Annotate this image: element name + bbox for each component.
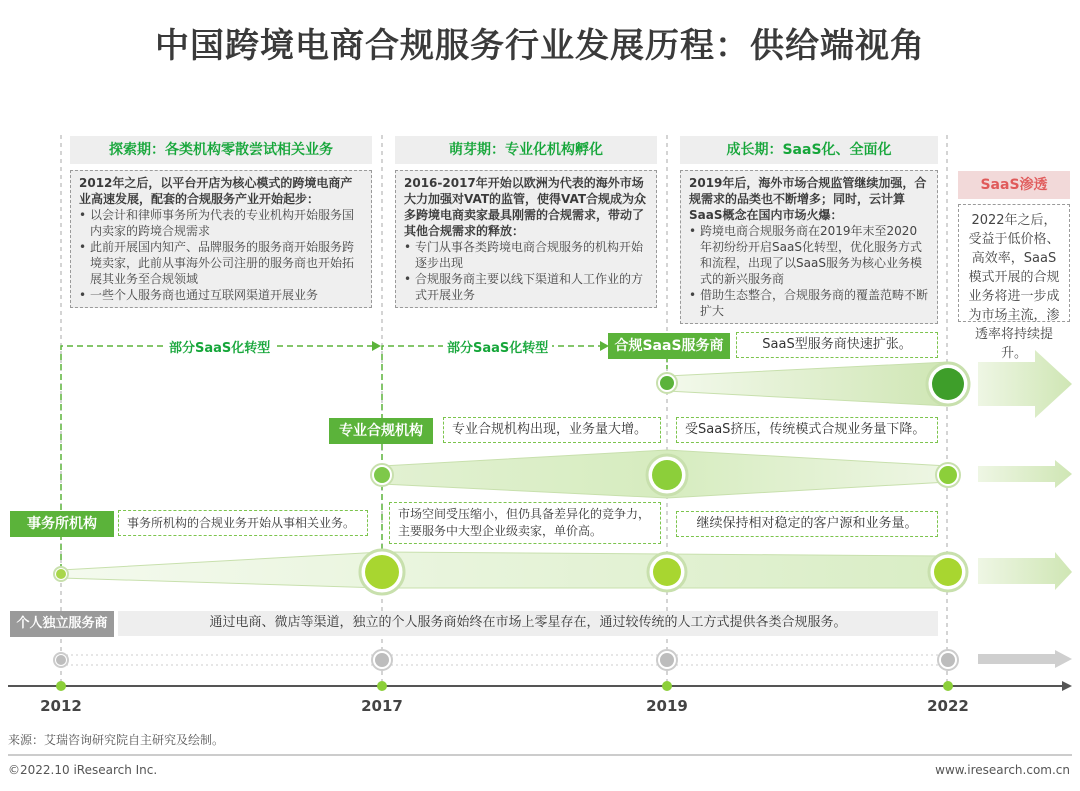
phase-lead: 2012年之后，以平台开店为核心模式的跨境电商产业高速发展，配套的合规服务产业开始起步： — [79, 176, 353, 206]
saas-lane-band — [667, 362, 948, 406]
phase-lead: 2019年后，海外市场合规监管继续加强，合规需求的品类也不断增多；同时，云计算SaaS概念在国内市场火爆： — [689, 176, 927, 222]
website-link[interactable]: www.iresearch.com.cn — [935, 763, 1070, 777]
phase-header-growth: 成长期：SaaS化、全面化 — [680, 136, 938, 164]
time-axis-arrowhead — [1062, 681, 1072, 691]
axis-tick-2012 — [56, 681, 66, 691]
source-note: 来源：艾瑞咨询研究院自主研究及绘制。 — [8, 733, 225, 747]
specialist-lane-note-2: 受SaaS挤压，传统模式合规业务量下降。 — [676, 417, 938, 443]
individual-provider-tag: 个人独立服务商 — [10, 611, 114, 637]
phase-box-exploration — [70, 170, 372, 308]
list-item: • 此前开展国内知产、品牌服务的服务商开始服务跨境卖家，此前从事海外公司注册的服务商也开始拓展其业务至合规领域 — [79, 239, 363, 287]
firm-lane-band — [61, 552, 948, 588]
year-label-2012: 2012 — [40, 697, 82, 715]
phase-header-saas-penetration: SaaS渗透 — [958, 171, 1070, 199]
axis-tick-2019 — [662, 681, 672, 691]
list-item: • 跨境电商合规服务商在2019年末至2020年初纷纷开启SaaS化转型，优化服务方式和流程，出现了以SaaS服务为核心业务模式的新兴服务商 — [689, 223, 929, 287]
year-label-2022: 2022 — [927, 697, 969, 715]
list-item: • 合规服务商主要以线下渠道和人工作业的方式开展业务 — [404, 271, 648, 303]
list-item: • 以会计和律师事务所为代表的专业机构开始服务国内卖家的跨境合规需求 — [79, 207, 363, 239]
year-label-2017: 2017 — [361, 697, 403, 715]
year-label-2019: 2019 — [646, 697, 688, 715]
phase-header-exploration: 探索期：各类机构零散尝试相关业务 — [70, 136, 372, 164]
axis-tick-2022 — [943, 681, 953, 691]
transition-label-2: 部分SaaS化转型 — [443, 337, 552, 356]
axis-tick-2017 — [377, 681, 387, 691]
firm-agency-tag: 事务所机构 — [10, 511, 114, 537]
firm-lane-arrow — [978, 552, 1072, 590]
page-title: 中国跨境电商合规服务行业发展历程：供给端视角 — [155, 26, 925, 66]
phase-lead: 2016-2017年开始以欧洲为代表的海外市场大力加强对VAT的监管，使得VAT合规成为众多跨境电商卖家最具刚需的合规需求，带动了其他合规需求的释放： — [404, 176, 647, 238]
specialist-lane-note-1: 专业合规机构出现，业务量大增。 — [443, 417, 661, 443]
firm-lane-note-2: 市场空间受压缩小，但仍具备差异化的竞争力，主要服务中大型企业级卖家，单价高。 — [389, 502, 661, 544]
phase-box-growth — [680, 170, 938, 324]
list-item: • 借助生态整合，合规服务商的覆盖范畴不断扩大 — [689, 287, 929, 319]
firm-lane-note-3: 继续保持相对稳定的客户源和业务量。 — [676, 511, 938, 537]
phase-header-budding: 萌芽期：专业化机构孵化 — [395, 136, 657, 164]
copyright: ©2022.10 iResearch Inc. — [8, 763, 158, 777]
saas-provider-tag: 合规SaaS服务商 — [608, 333, 730, 359]
transition-label-1: 部分SaaS化转型 — [165, 337, 274, 356]
individual-lane-arrow — [978, 650, 1072, 668]
specialist-lane-arrow — [978, 460, 1072, 488]
phase-box-budding — [395, 170, 657, 308]
list-item: • 专门从事各类跨境电商合规服务的机构开始逐步出现 — [404, 239, 648, 271]
firm-lane-note-1: 事务所机构的合规业务开始从事相关业务。 — [118, 510, 368, 536]
individual-lane-note: 通过电商、微店等渠道，独立的个人服务商始终在市场上零星存在，通过较传统的人工方式提供各类合规服务。 — [118, 611, 938, 636]
transition-arrowhead-1 — [372, 341, 381, 351]
list-item: • 一些个人服务商也通过互联网渠道开展业务 — [79, 287, 363, 303]
specialist-agency-tag: 专业合规机构 — [329, 418, 433, 444]
saas-lane-note: SaaS型服务商快速扩张。 — [736, 332, 938, 358]
saas-penetration-box: 2022年之后，受益于低价格、高效率，SaaS模式开展的合规业务将进一步成为市场主流，渗透率将持续提升。 — [958, 204, 1070, 322]
